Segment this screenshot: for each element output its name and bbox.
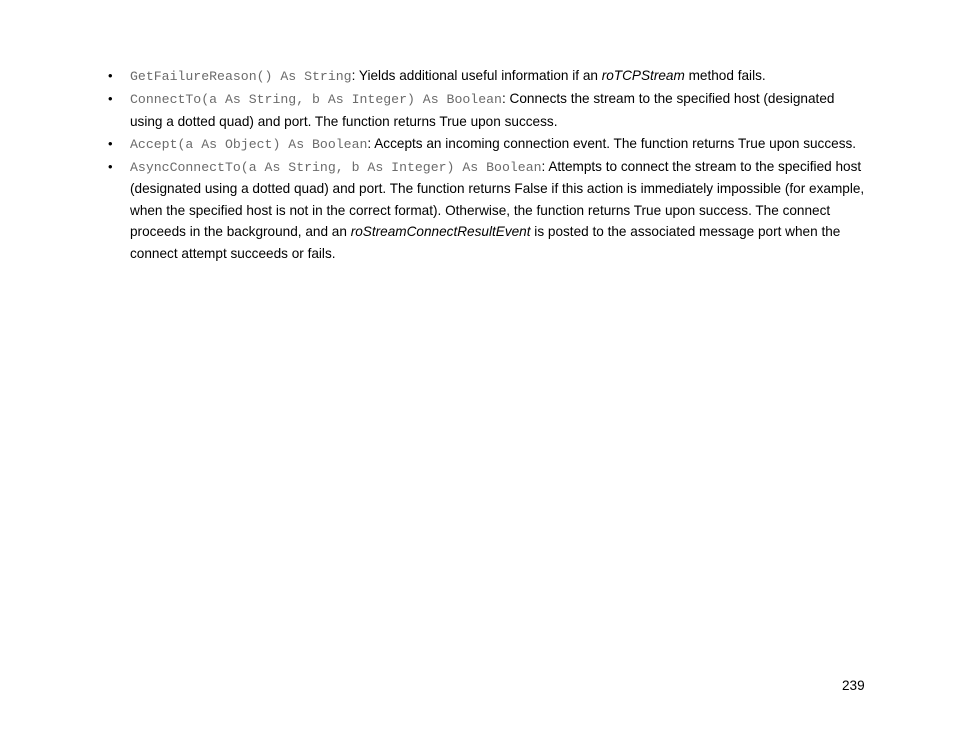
- class-name-roStreamConnectResultEvent: roStreamConnectResultEvent: [350, 224, 531, 239]
- method-description: : Yields additional useful information if an: [351, 68, 602, 83]
- method-description: : Accepts an incoming connection event. The function returns True upon success.: [367, 135, 857, 151]
- bullet-icon: •: [108, 135, 113, 151]
- class-name-roTCPStream: roTCPStream: [601, 68, 685, 83]
- method-description: : Attempts to connect the stream to the specified host (designated using a dotted quad) and port. The function returns False if this action is immediately impossible (for example, when the specified host is not in the correct format). Otherwise, the function returns True upon success. The connect proceeds in the background, and an: [130, 158, 865, 239]
- bullet-icon: •: [108, 91, 113, 106]
- method-description: method fails.: [684, 68, 766, 83]
- method-signature: GetFailureReason() As String: [130, 69, 352, 84]
- method-signature: AsyncConnectTo(a As String, b As Integer) As Boolean: [130, 159, 542, 175]
- method-item-connectto: [106, 88, 866, 132]
- method-item-asyncconnectto: [106, 156, 866, 265]
- bullet-icon: •: [108, 158, 113, 174]
- method-item-getfailurereason: [106, 65, 866, 88]
- bullet-icon: •: [108, 68, 113, 83]
- method-list: [106, 65, 866, 265]
- page-number: 239: [842, 678, 865, 693]
- method-signature: Accept(a As Object) As Boolean: [130, 136, 368, 152]
- method-description: is posted to the associated message port when the connect attempt succeeds or fails.: [130, 224, 841, 261]
- method-description: : Connects the stream to the specified host (designated using a dotted quad) and port. The function returns True upon success.: [130, 91, 835, 129]
- method-signature: ConnectTo(a As String, b As Integer) As Boolean: [130, 92, 502, 107]
- method-item-accept: [106, 133, 866, 156]
